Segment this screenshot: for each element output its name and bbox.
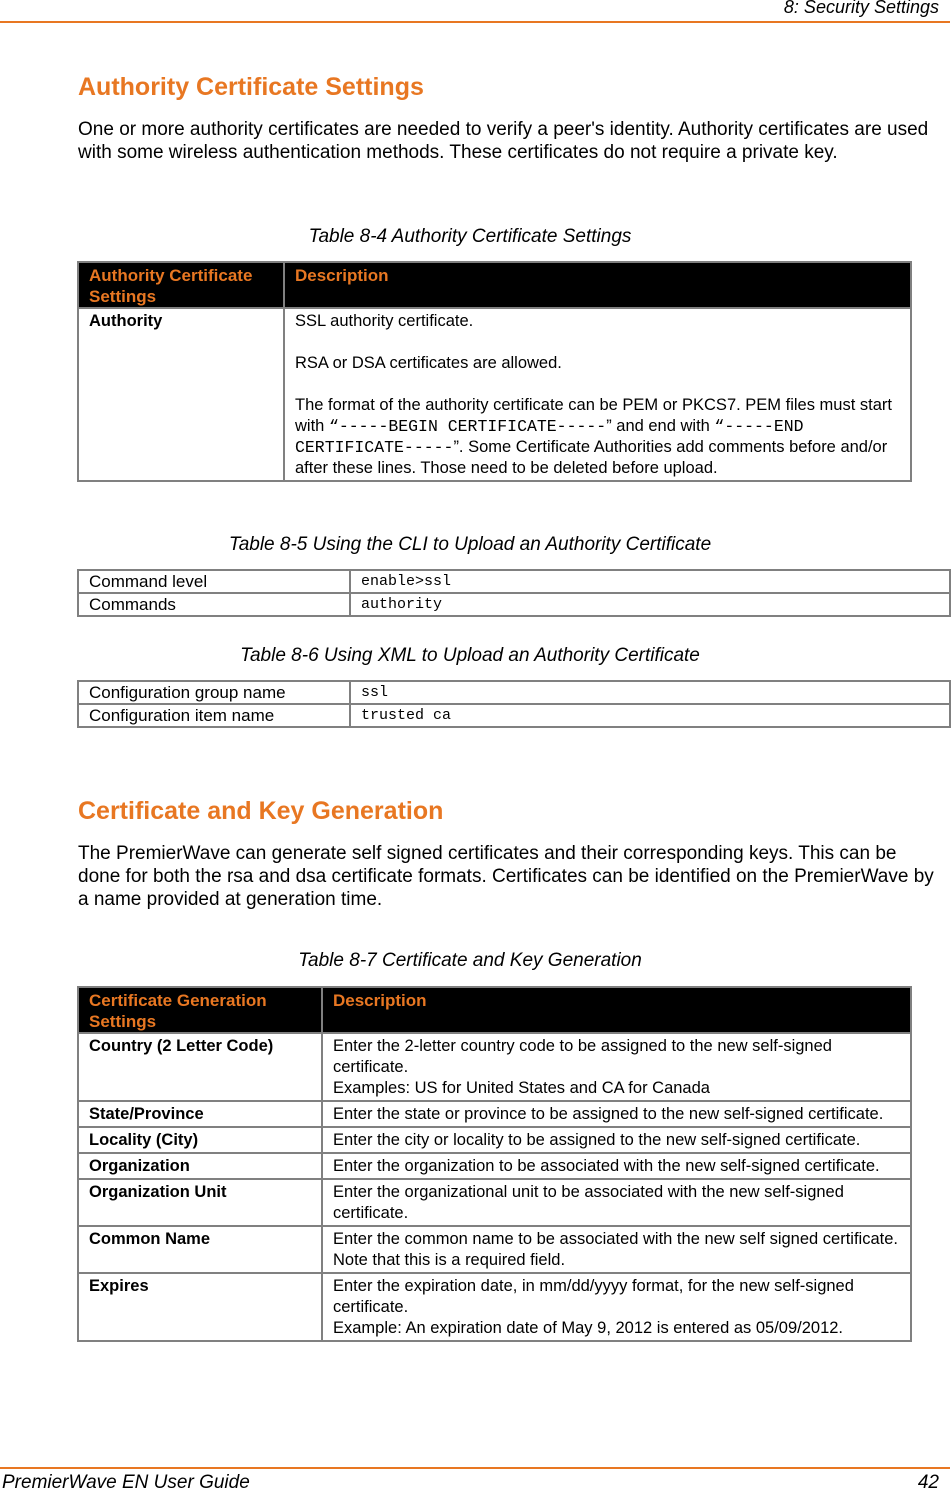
table-row <box>78 593 950 616</box>
table-xml-upload <box>77 680 951 728</box>
table-header-row <box>78 262 911 308</box>
table-header-row <box>78 987 911 1033</box>
column-header: Description <box>284 262 911 308</box>
setting-name: Country (2 Letter Code) <box>78 1033 322 1101</box>
row-value: enable>ssl <box>350 570 950 593</box>
table-row <box>78 1101 911 1127</box>
setting-name: Locality (City) <box>78 1127 322 1153</box>
text-run: The format of the authority certificate can be PEM or PKCS7. PEM files must start with <box>295 396 892 435</box>
setting-name: State/Province <box>78 1101 322 1127</box>
column-header: Certificate Generation Settings <box>78 987 322 1033</box>
description-line: Enter the 2-letter country code to be assigned to the new self-signed certificate. <box>333 1037 832 1076</box>
row-label: Commands <box>78 593 350 616</box>
table-row <box>78 1127 911 1153</box>
setting-name: Common Name <box>78 1226 322 1273</box>
code-end-marker: “-----END CERTIFICATE----- <box>295 417 804 457</box>
description-line: Enter the common name to be associated with the new self signed certificate. Note that this is a required field. <box>333 1230 898 1269</box>
row-value: authority <box>350 593 950 616</box>
setting-description <box>322 1226 911 1273</box>
section-intro-key-generation: The PremierWave can generate self signed certificates and their corresponding keys. This can be done for both the rsa and dsa certificate formats. Certificates can be identified on the PremierWave by a name provided at generation time. <box>78 843 934 910</box>
description-paragraph <box>295 395 900 479</box>
setting-name: Organization Unit <box>78 1179 322 1226</box>
code-begin-marker: “-----BEGIN CERTIFICATE----- <box>328 417 607 436</box>
table-row <box>78 1153 911 1179</box>
setting-description <box>322 1033 911 1101</box>
table-caption-8-6: Table 8-6 Using XML to Upload an Authority Certificate <box>240 645 700 666</box>
section-heading-key-generation: Certificate and Key Generation <box>78 797 444 825</box>
column-header: Description <box>322 987 911 1033</box>
row-value: ssl <box>350 681 950 704</box>
section-heading-authority: Authority Certificate Settings <box>78 73 424 101</box>
table-caption-8-4: Table 8-4 Authority Certificate Settings <box>308 226 632 247</box>
table-row <box>78 704 950 727</box>
setting-description <box>284 308 911 481</box>
description-paragraph: RSA or DSA certificates are allowed. <box>295 354 562 372</box>
description-line: Enter the city or locality to be assigned to the new self-signed certificate. <box>333 1131 861 1149</box>
table-row <box>78 681 950 704</box>
description-line: Enter the state or province to be assigned to the new self-signed certificate. <box>333 1105 884 1123</box>
setting-description <box>322 1101 911 1127</box>
setting-description <box>322 1153 911 1179</box>
table-row <box>78 1179 911 1226</box>
description-line: Enter the organization to be associated with the new self-signed certificate. <box>333 1157 880 1175</box>
setting-description <box>322 1273 911 1341</box>
row-label: Command level <box>78 570 350 593</box>
table-authority-certificate-settings <box>77 261 912 482</box>
table-row <box>78 1226 911 1273</box>
table-certificate-key-generation <box>77 986 912 1342</box>
footer-guide-title: PremierWave EN User Guide <box>2 1472 250 1493</box>
row-value: trusted ca <box>350 704 950 727</box>
description-line: Example: An expiration date of May 9, 2012 is entered as 05/09/2012. <box>333 1319 844 1337</box>
table-row <box>78 1273 911 1341</box>
description-line: Enter the organizational unit to be associated with the new self-signed certificate. <box>333 1183 844 1222</box>
setting-description <box>322 1127 911 1153</box>
table-caption-8-7: Table 8-7 Certificate and Key Generation <box>298 950 642 971</box>
description-line: Enter the expiration date, in mm/dd/yyyy format, for the new self-signed certificate. <box>333 1277 854 1316</box>
header-rule <box>0 21 950 23</box>
text-run: ”. Some Certificate Authorities add comments before and/or after these lines. Those need to be deleted before upload. <box>295 438 888 477</box>
setting-name: Expires <box>78 1273 322 1341</box>
table-cli-upload <box>77 569 951 617</box>
setting-description <box>322 1179 911 1226</box>
footer-rule <box>0 1467 950 1469</box>
column-header: Authority Certificate Settings <box>78 262 284 308</box>
table-caption-8-5: Table 8-5 Using the CLI to Upload an Authority Certificate <box>228 534 712 555</box>
section-intro-authority: One or more authority certificates are needed to verify a peer's identity. Authority certificates are used with some wireless authentication methods. These certificates do not require a private key. <box>78 119 929 163</box>
row-label: Configuration item name <box>78 704 350 727</box>
setting-name: Organization <box>78 1153 322 1179</box>
setting-name: Authority <box>78 308 284 481</box>
description-line: Examples: US for United States and CA for Canada <box>333 1079 710 1097</box>
page-number: 42 <box>917 1472 939 1493</box>
table-row <box>78 308 911 481</box>
row-label: Configuration group name <box>78 681 350 704</box>
text-run: ” and end with <box>606 417 715 435</box>
table-row <box>78 1033 911 1101</box>
page-header-chapter: 8: Security Settings <box>783 0 939 17</box>
table-row <box>78 570 950 593</box>
description-paragraph: SSL authority certificate. <box>295 312 474 330</box>
